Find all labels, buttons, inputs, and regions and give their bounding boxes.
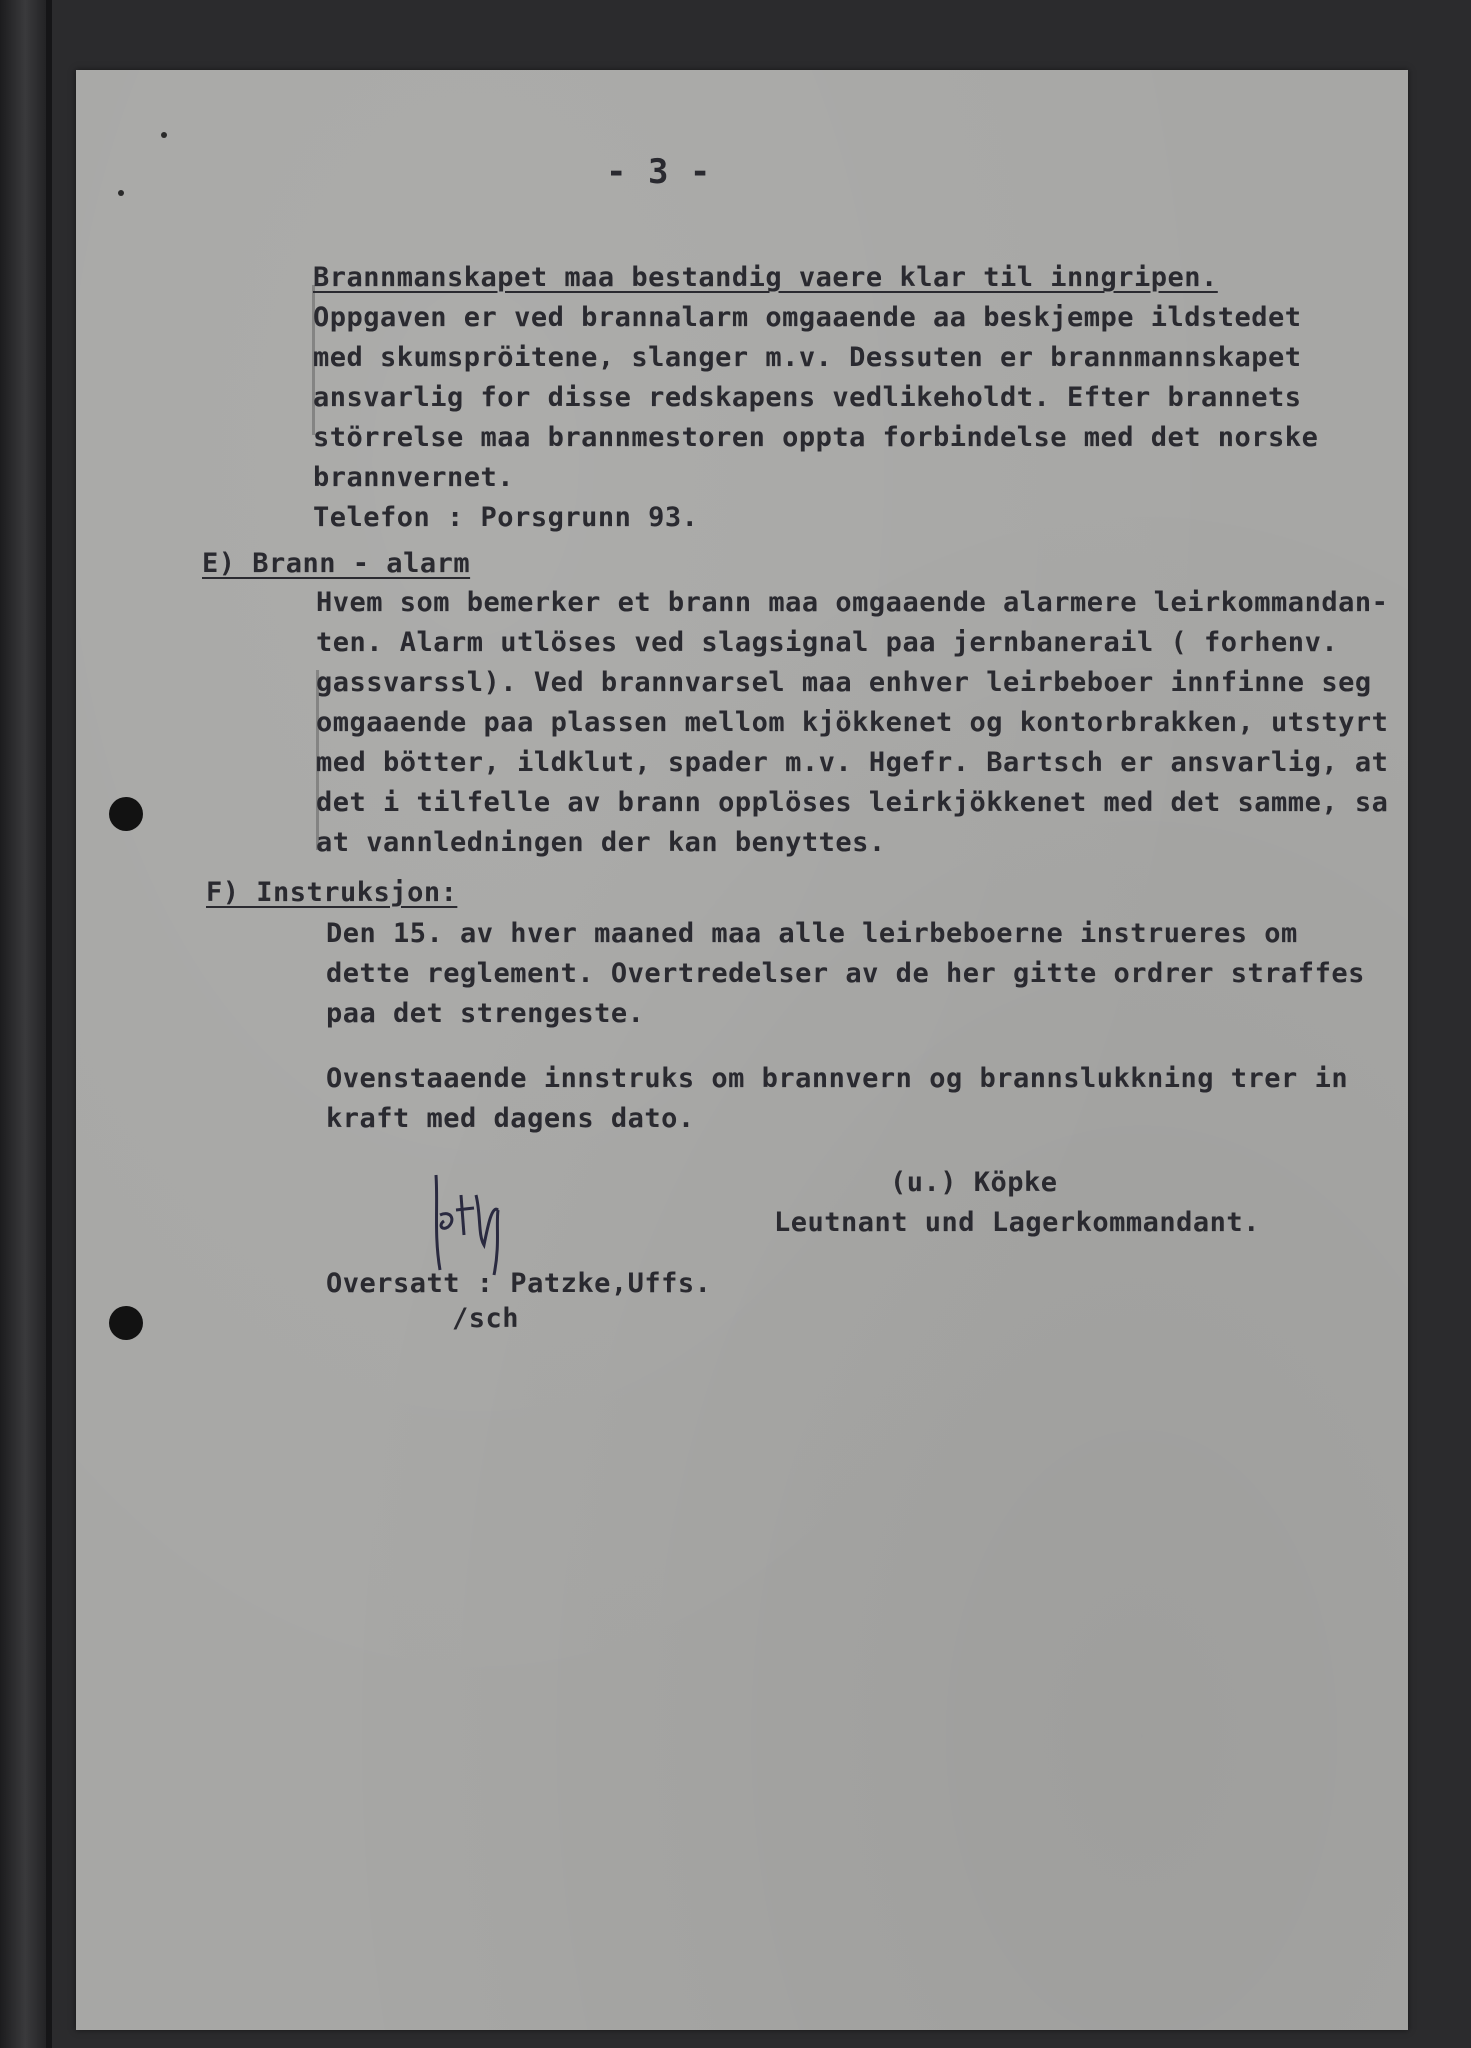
punch-hole-upper xyxy=(109,797,143,831)
text-line: med bötter, ildklut, spader m.v. Hgefr. Bartsch er ansvarlig, at xyxy=(316,747,1389,778)
text-line: at vannledningen der kan benyttes. xyxy=(316,827,886,858)
signatory-name: (u.) Köpke xyxy=(890,1167,1058,1198)
typist-initials: /sch xyxy=(452,1303,520,1334)
text-line: gassvarssl). Ved brannvarsel maa enhver leirbeboer innfinne seg xyxy=(316,667,1372,698)
text-line: Ovenstaaende innstruks om brannvern og brannslukkning trer in xyxy=(326,1063,1349,1094)
translator-line: Oversatt : Patzke,Uffs. xyxy=(326,1268,712,1299)
telephone-line: Telefon : Porsgrunn 93. xyxy=(313,502,699,533)
text-line: kraft med dagens dato. xyxy=(326,1103,695,1134)
text-line: störrelse maa brannmestoren oppta forbindelse med det norske xyxy=(313,422,1319,453)
text-line: ansvarlig for disse redskapens vedlikeholdt. Efter brannets xyxy=(313,382,1302,413)
text-line: omgaaende paa plassen mellom kjökkenet og kontorbrakken, utstyrt xyxy=(316,707,1389,738)
document-page xyxy=(76,70,1408,2030)
section-heading-duty: Brannmanskapet maa bestandig vaere klar til inngripen. xyxy=(313,262,1218,293)
text-line: paa det strengeste. xyxy=(326,998,645,1029)
text-line: Den 15. av hver maaned maa alle leirbeboerne instrueres om xyxy=(326,918,1298,949)
signatory-title: Leutnant und Lagerkommandant. xyxy=(774,1207,1260,1238)
text-line: brannvernet. xyxy=(313,462,515,493)
section-heading-f: F) Instruksjon: xyxy=(206,877,458,908)
section-heading-e: E) Brann - alarm xyxy=(202,548,471,579)
text-line: dette reglement. Overtredelser av de her gitte ordrer straffes xyxy=(326,958,1365,989)
text-line: ten. Alarm utlöses ved slagsignal paa jernbanerail ( forhenv. xyxy=(316,627,1339,658)
text-line: det i tilfelle av brann opplöses leirkjökkenet med det samme, sa xyxy=(316,787,1389,818)
text-line: med skumspröitene, slanger m.v. Dessuten er brannmannskapet xyxy=(313,342,1302,373)
punch-hole-lower xyxy=(109,1306,143,1340)
ink-mark xyxy=(161,132,167,138)
text-line: Oppgaven er ved brannalarm omgaaende aa beskjempe ildstedet xyxy=(313,302,1302,333)
text-line: Hvem som bemerker et brann maa omgaaende alarmere leirkommandan- xyxy=(316,587,1389,618)
page-number: - 3 - xyxy=(606,152,711,192)
ink-mark xyxy=(118,190,124,196)
binder-edge xyxy=(46,0,52,2048)
binder-spine xyxy=(0,0,46,2048)
